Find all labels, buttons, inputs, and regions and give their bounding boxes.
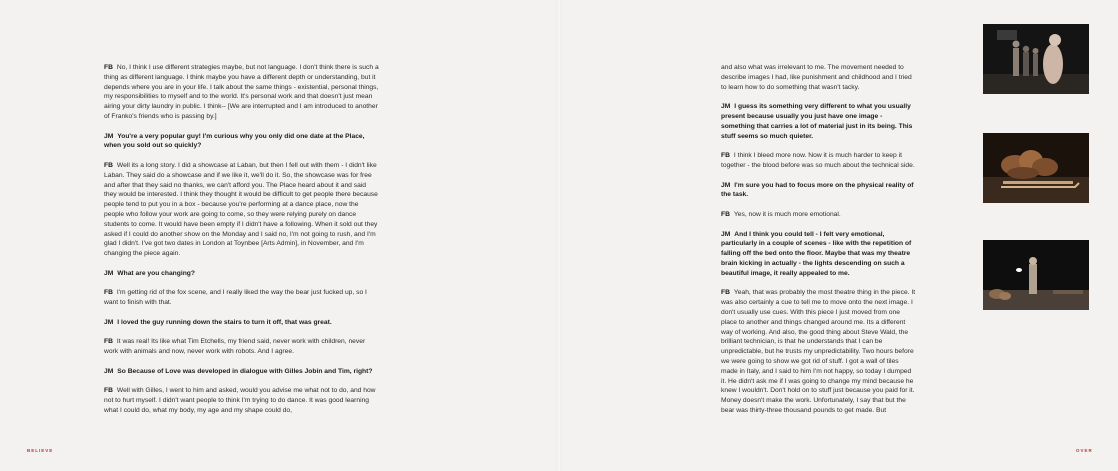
paragraph-text: I'm getting rid of the fox scene, and I really liked the way the bear just fucked up, so I want to finish with that.: [104, 289, 367, 307]
speaker-initials: FB: [104, 338, 113, 346]
paragraph-text: And I think you could tell - I felt very emotional, particularly in a couple of scenes - like with the repetition of falling off the bed onto the floor. Maybe that was my theatre brain kicking in actually - the lights descending on such a beautiful image, it really appealed to me.: [721, 230, 912, 277]
speaker-initials: JM: [104, 318, 114, 326]
paragraph-text: Yes, now it is much more emotional.: [733, 210, 841, 218]
speaker-initials: FB: [104, 289, 113, 297]
speaker-initials: FB: [721, 289, 730, 297]
paragraph-text: I think I bleed more now. Now it is much harder to keep it together - the blood before was so much about the technical side.: [721, 152, 915, 169]
speaker-initials: JM: [721, 103, 731, 111]
interview-paragraph: [721, 151, 917, 171]
speaker-initials: JM: [104, 132, 114, 140]
folio-left: BELIEVE: [27, 448, 54, 453]
speaker-initials: FB: [104, 64, 113, 71]
interview-question: [104, 367, 380, 377]
speaker-initials: JM: [104, 269, 114, 277]
paragraph-text: Yeah, that was probably the most theatre thing in the piece. It was also certainly a cue to tell me to move onto the next image. I don't usually use cues. With this piece I just moved from one place to another and things changed around me. Its a different way of working. And also, the good thing about Steve Wald, the brilliant technician, is that he understands that I can be unpredictable, but he trusts my unpredictability. Two hours before we were going to show we got rid of stuff. I got a wall of tiles made in Italy, and I said to him I'm not happy, so today I dumped it. He didn't ask me if I was going to change my mind because he knew I wouldn't. Don't hold on to stuff just because you paid for it. Money doesn't make the work. Unfortunately, I say that but the bear was thirty-three thousand pounds to get made. But: [721, 289, 916, 414]
page-gutter: [556, 0, 562, 471]
interview-question: [104, 132, 380, 152]
left-text-column: [104, 63, 380, 425]
paragraph-text: Well with Gilles, I went to him and asked, would you advise me what not to do, and how not to hurt myself. I didn't want people to think I'm trying to do dance. It was good learning what I could do, what my body, my age and my shape could do,: [104, 387, 376, 414]
speaker-initials: FB: [104, 387, 113, 395]
interview-paragraph: [104, 288, 380, 308]
speaker-initials: FB: [721, 210, 730, 218]
stage-photo-figure-icon: [983, 240, 1089, 310]
stage-photo-bears-sled-icon: [983, 133, 1089, 203]
paragraph-text: You're a very popular guy! I'm curious why you only did one date at the Place, when you sold out so quickly?: [104, 132, 365, 150]
speaker-initials: FB: [104, 161, 113, 169]
interview-question: [104, 269, 380, 279]
paragraph-text: It was real! Its like what Tim Etchells, my friend said, never work with children, never work with animals and now, never work with robots. And I agree.: [104, 338, 366, 356]
interview-paragraph: [104, 161, 380, 259]
interview-paragraph: [104, 63, 380, 122]
paragraph-text: I'm sure you had to focus more on the physical reality of the task.: [721, 181, 914, 199]
paragraph-text: and also what was irrelevant to me. The movement needed to describe images I had, like punishment and childhood and I tried to learn how to do something that wasn't tacky.: [721, 64, 912, 91]
paragraph-text: So Because of Love was developed in dialogue with Gilles Jobin and Tim, right?: [117, 367, 373, 375]
speaker-initials: JM: [104, 367, 114, 375]
interview-question: [104, 318, 380, 328]
speaker-initials: JM: [721, 181, 731, 189]
paragraph-text: I loved the guy running down the stairs to turn it off, that was great.: [117, 318, 332, 326]
interview-paragraph: [104, 337, 380, 357]
interview-paragraph: [104, 386, 380, 415]
interview-question: [721, 181, 917, 201]
interview-paragraph: [721, 288, 917, 415]
stage-photo-bear-icon: [983, 24, 1089, 94]
paragraph-text: No, I think I use different strategies maybe, but not language. I don't think there is such a thing as different language. I think maybe you have a different depth or understanding, but it depends where you are in your life. I talk about the same things - existential, personal things, my responsibilities to myself and to the world. It's personal work and that doesn't just mean airing your dirty laundry in public. I think-- [We are interrupted and I am introduced to another of Franko's friends who is passing by.]: [104, 64, 379, 120]
folio-right: OVER: [1076, 448, 1093, 453]
speaker-initials: JM: [721, 230, 731, 238]
paragraph-text: Well its a long story. I did a showcase at Laban, but then I fell out with them - I didn't like Laban. They said do a showcase and if we like it, we'll do it. So, the showcase was for free and after that they said no thanks, we can't afford you. The Place heard about it and said they would be interested. I think they thought it would be difficult to get people there because people tend to put you in a box - because you're performing at a dance place, now the people who follow your work are going to come, so they were relying purely on dance students to come. It would have been empty if I didn't have a following. When it sold out they asked if I could do another show on the Monday and I said no, I'm not going to rush, and I'm glad I didn't. I've got two dates in London at Toynbee [Arts Admin], in November, and I'm changing the piece again.: [104, 161, 378, 258]
interview-paragraph: [721, 210, 917, 220]
interview-question: [721, 102, 917, 141]
right-text-column: [721, 63, 917, 425]
interview-paragraph: [721, 63, 917, 92]
paragraph-text: What are you changing?: [117, 269, 195, 277]
interview-question: [721, 230, 917, 279]
paragraph-text: I guess its something very different to what you usually present because usually you just have one image - something that carries a lot of material just in its being. This stuff seems so much quieter.: [721, 103, 913, 140]
speaker-initials: FB: [721, 152, 730, 160]
